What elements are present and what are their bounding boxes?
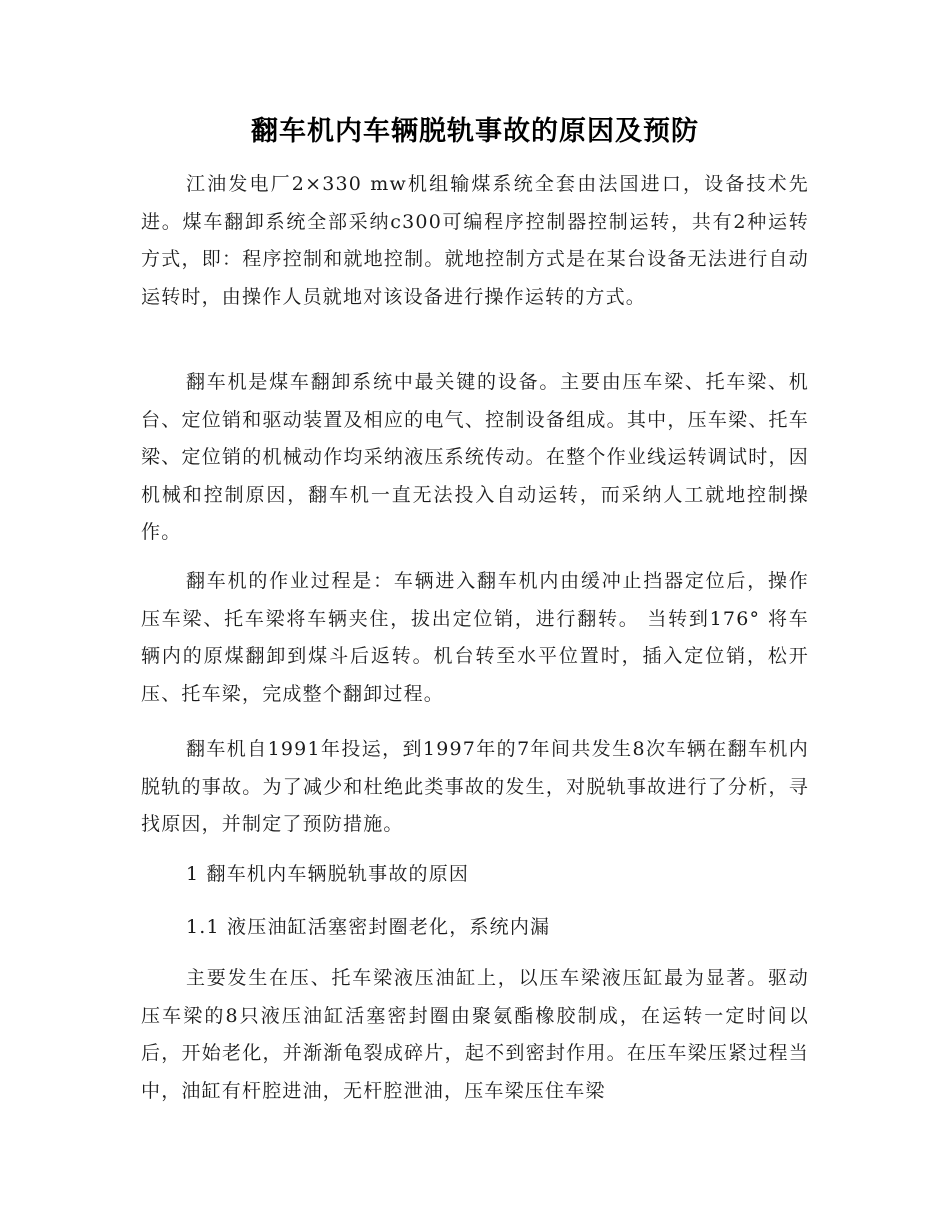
- paragraph-work-process: 翻车机的作业过程是：车辆进入翻车机内由缓冲止挡器定位后，操作压车梁、托车梁将车辆夹住，拔出定位销，进行翻转。 当转到176° 将车辆内的原煤翻卸到煤斗后返转。机台转至水平位置时，插入定位销，松开压、托车梁，完成整个翻卸过程。: [141, 570, 809, 705]
- paragraph-intro: 江油发电厂2×330 mw机组输煤系统全套由法国进口，设备技术先进。煤车翻卸系统全部采纳c300可编程序控制器控制运转，共有2种运转方式，即：程序控制和就地控制。就地控制方式是在某台设备无法进行自动运转时，由操作人员就地对该设备进行操作运转的方式。: [141, 173, 809, 308]
- paragraph-seal-aging: 主要发生在压、托车梁液压油缸上，以压车梁液压缸最为显著。驱动压车梁的8只液压油缸活塞密封圈由聚氨酯橡胶制成，在运转一定时间以后，开始老化，并渐渐龟裂成碎片，起不到密封作用。在压车梁压紧过程当中，油缸有杆腔进油，无杆腔泄油，压车梁压住车梁: [141, 967, 809, 1102]
- document-title: 翻车机内车辆脱轨事故的原因及预防: [251, 116, 699, 147]
- section-heading-1: 1 翻车机内车辆脱轨事故的原因: [186, 863, 470, 885]
- paragraph-tipper-structure: 翻车机是煤车翻卸系统中最关键的设备。主要由压车梁、托车梁、机台、定位销和驱动装置及相应的电气、控制设备组成。其中，压车梁、托车梁、定位销的机械动作均采纳液压系统传动。在整个作业线运转调试时，因机械和控制原因，翻车机一直无法投入自动运转，而采纳人工就地控制操作。: [141, 371, 809, 543]
- section-heading-1-1: 1.1 液压油缸活塞密封圈老化，系统内漏: [186, 916, 551, 938]
- paragraph-accident-history: 翻车机自1991年投运，到1997年的7年间共发生8次车辆在翻车机内脱轨的事故。为了减少和杜绝此类事故的发生，对脱轨事故进行了分析，寻找原因，并制定了预防措施。: [141, 738, 809, 835]
